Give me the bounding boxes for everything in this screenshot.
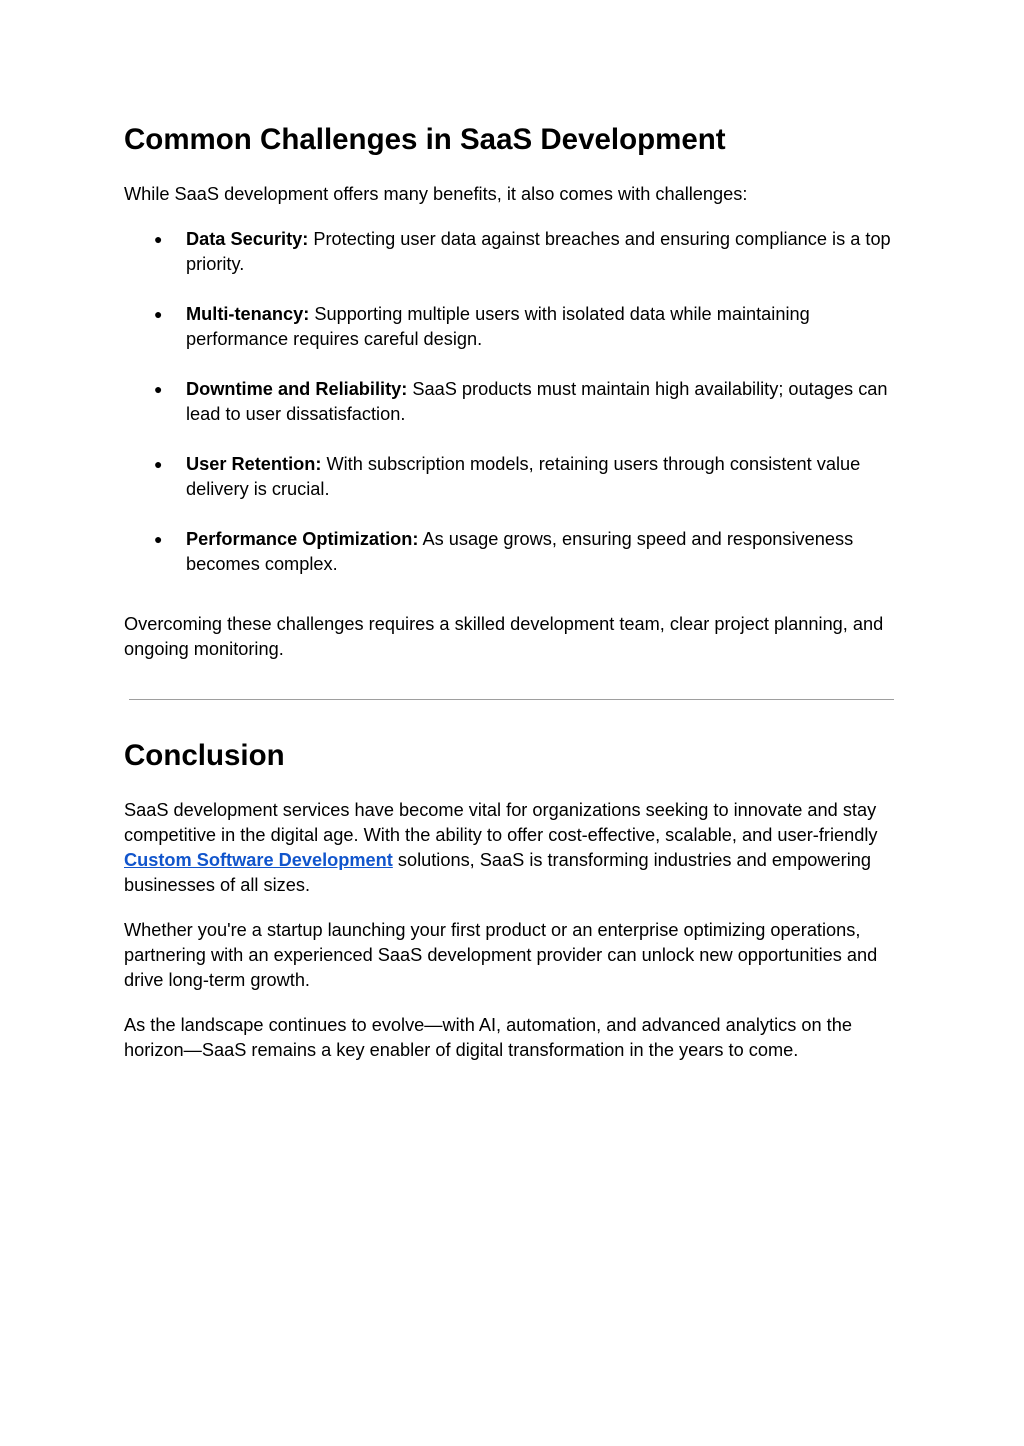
- challenges-heading: Common Challenges in SaaS Development: [124, 123, 726, 156]
- list-item: [124, 527, 894, 577]
- list-item-text: Supporting multiple users with isolated data while maintaining performance requires careful design.: [186, 304, 810, 349]
- list-item-text: With subscription models, retaining users through consistent value delivery is crucial.: [186, 454, 861, 499]
- conclusion-p1-before: SaaS development services have become vital for organizations seeking to innovate and stay competitive in the digital age. With the ability to offer cost-effective, scalable, and user-friendly: [124, 800, 878, 845]
- list-item: [124, 227, 894, 277]
- custom-software-development-link[interactable]: Custom Software Development: [124, 850, 393, 870]
- list-item-text: SaaS products must maintain high availability; outages can lead to user dissatisfaction.: [186, 379, 888, 424]
- document-content: [124, 120, 894, 1063]
- list-item-text: As usage grows, ensuring speed and responsiveness becomes complex.: [186, 529, 854, 574]
- list-item: [124, 302, 894, 352]
- list-item-term: Data Security:: [186, 229, 309, 249]
- list-item-term: User Retention:: [186, 454, 322, 474]
- list-item: [124, 452, 894, 502]
- bullet-icon: ●: [154, 456, 163, 472]
- challenges-list: [124, 227, 894, 577]
- bullet-icon: ●: [154, 531, 163, 547]
- list-item-text: Protecting user data against breaches and ensuring compliance is a top priority.: [186, 229, 891, 274]
- bullet-icon: ●: [154, 381, 163, 397]
- list-item-term: Performance Optimization:: [186, 529, 419, 549]
- bullet-icon: ●: [154, 306, 163, 322]
- list-item-term: Multi-tenancy:: [186, 304, 310, 324]
- section-divider: [129, 699, 894, 700]
- conclusion-paragraph-1: [124, 798, 894, 898]
- list-item-term: Downtime and Reliability:: [186, 379, 408, 399]
- conclusion-p1-after: solutions, SaaS is transforming industries and empowering businesses of all sizes.: [124, 850, 871, 895]
- challenges-outro: Overcoming these challenges requires a skilled development team, clear project planning, and ongoing monitoring.: [124, 614, 884, 659]
- list-item: [124, 377, 894, 427]
- conclusion-paragraph-3: As the landscape continues to evolve—with AI, automation, and advanced analytics on the horizon—SaaS remains a key enabler of digital transformation in the years to come.: [124, 1015, 852, 1060]
- conclusion-heading: Conclusion: [124, 739, 285, 772]
- conclusion-paragraph-2: Whether you're a startup launching your first product or an enterprise optimizing operations, partnering with an experienced SaaS development provider can unlock new opportunities and drive long-term growth.: [124, 920, 878, 990]
- challenges-intro: While SaaS development offers many benefits, it also comes with challenges:: [124, 184, 748, 204]
- bullet-icon: ●: [154, 231, 163, 247]
